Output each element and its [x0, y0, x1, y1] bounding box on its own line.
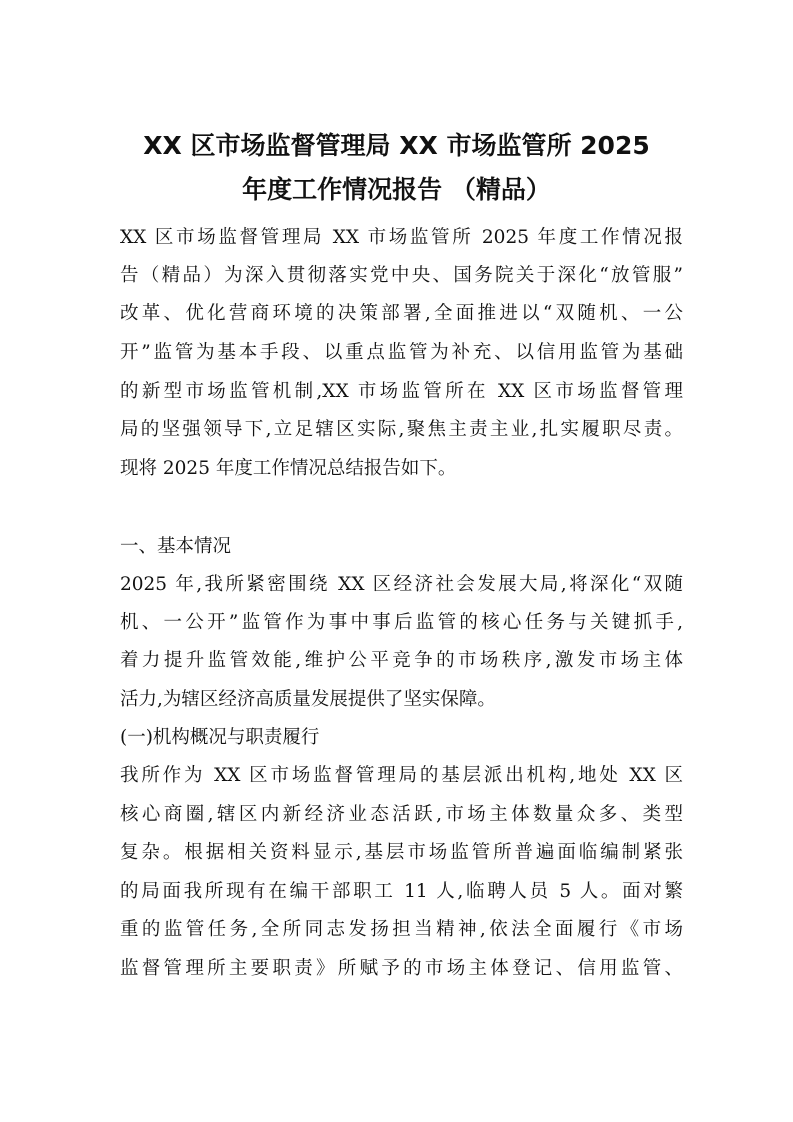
section-heading: 一、基本情况: [120, 536, 232, 557]
body-line: 机、一公开”监管作为事中事后监管的核心任务与关键抓手,: [120, 612, 683, 633]
body-line: 活力,为辖区经济高质量发展提供了坚实保障。: [120, 689, 496, 710]
body-line: 现将 2025 年度工作情况总结报告如下。: [120, 458, 457, 479]
body-line: 监督管理所主要职责》所赋予的市场主体登记、信用监管、: [120, 958, 683, 979]
body-line: 我所作为 XX 区市场监督管理局的基层派出机构,地处 XX 区: [120, 765, 683, 786]
body-line: 局的坚强领导下,立足辖区实际,聚焦主责主业,扎实履职尽责。: [120, 419, 683, 440]
body-line: 告（精品）为深入贯彻落实党中央、国务院关于深化“放管服”: [120, 265, 683, 286]
body-line: 开”监管为基本手段、以重点监管为补充、以信用监管为基础: [120, 342, 683, 363]
body-line: 的新型市场监管机制,XX 市场监管所在 XX 区市场监督管理: [120, 381, 683, 402]
body-line: 2025 年,我所紧密围绕 XX 区经济社会发展大局,将深化“双随: [120, 574, 683, 595]
body-line: 核心商圈,辖区内新经济业态活跃,市场主体数量众多、类型: [120, 804, 683, 825]
body-line: XX 区市场监督管理局 XX 市场监管所 2025 年度工作情况报: [120, 227, 683, 248]
document-title-line-1: XX 区市场监督管理局 XX 市场监管所 2025: [143, 131, 650, 160]
body-line: 复杂。根据相关资料显示,基层市场监管所普遍面临编制紧张: [120, 842, 683, 863]
body-line: 的局面我所现有在编干部职工 11 人,临聘人员 5 人。面对繁: [120, 881, 683, 902]
body-line: 重的监管任务,全所同志发扬担当精神,依法全面履行《市场: [120, 919, 683, 940]
body-line: 改革、优化营商环境的决策部署,全面推进以“双随机、一公: [120, 303, 683, 324]
subsection-heading: (一)机构概况与职责履行: [120, 727, 320, 748]
document-title-line-2: 年度工作情况报告 （精品）: [242, 175, 551, 204]
body-line: 着力提升监管效能,维护公平竞争的市场秩序,激发市场主体: [120, 650, 683, 671]
